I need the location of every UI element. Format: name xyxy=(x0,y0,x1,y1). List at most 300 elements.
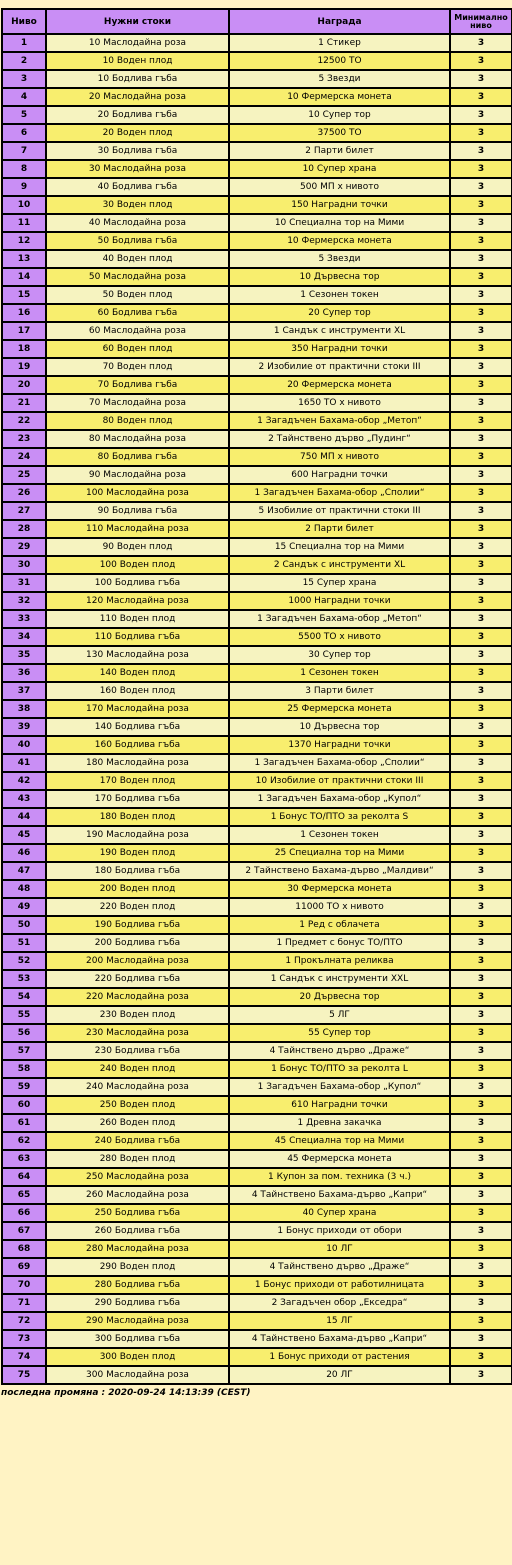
table-row xyxy=(2,826,512,844)
reward-cell: 350 Наградни точки xyxy=(229,340,450,358)
level-cell: 66 xyxy=(2,1204,46,1222)
goods-cell: 50 Маслодайна роза xyxy=(46,268,229,286)
table-row xyxy=(2,772,512,790)
min-level-cell: 3 xyxy=(450,1294,512,1312)
table-row xyxy=(2,628,512,646)
level-cell: 38 xyxy=(2,700,46,718)
min-level-cell: 3 xyxy=(450,1078,512,1096)
reward-cell: 1 Купон за пом. техника (3 ч.) xyxy=(229,1168,450,1186)
table-row xyxy=(2,520,512,538)
reward-cell: 5 Звезди xyxy=(229,250,450,268)
goods-cell: 300 Воден плод xyxy=(46,1348,229,1366)
table-row xyxy=(2,178,512,196)
reward-cell: 4 Тайнствено Бахама-дърво „Капри“ xyxy=(229,1330,450,1348)
min-level-cell: 3 xyxy=(450,70,512,88)
goods-cell: 230 Маслодайна роза xyxy=(46,1024,229,1042)
reward-cell: 15 Супер храна xyxy=(229,574,450,592)
level-cell: 6 xyxy=(2,124,46,142)
level-cell: 40 xyxy=(2,736,46,754)
min-level-cell: 3 xyxy=(450,1366,512,1384)
goods-cell: 40 Воден плод xyxy=(46,250,229,268)
level-cell: 22 xyxy=(2,412,46,430)
level-cell: 59 xyxy=(2,1078,46,1096)
min-level-cell: 3 xyxy=(450,394,512,412)
table-row xyxy=(2,898,512,916)
table-row xyxy=(2,754,512,772)
reward-cell: 1 Древна закачка xyxy=(229,1114,450,1132)
reward-cell: 1 Сезонен токен xyxy=(229,664,450,682)
table-row xyxy=(2,286,512,304)
goods-cell: 20 Маслодайна роза xyxy=(46,88,229,106)
goods-cell: 40 Бодлива гъба xyxy=(46,178,229,196)
level-cell: 15 xyxy=(2,286,46,304)
goods-cell: 190 Маслодайна роза xyxy=(46,826,229,844)
table-row xyxy=(2,970,512,988)
level-cell: 67 xyxy=(2,1222,46,1240)
min-level-cell: 3 xyxy=(450,268,512,286)
goods-cell: 290 Маслодайна роза xyxy=(46,1312,229,1330)
reward-cell: 2 Загадъчен обор „Екседра“ xyxy=(229,1294,450,1312)
table-body xyxy=(2,34,512,1384)
level-cell: 62 xyxy=(2,1132,46,1150)
table-row xyxy=(2,934,512,952)
min-level-cell: 3 xyxy=(450,1348,512,1366)
min-level-cell: 3 xyxy=(450,502,512,520)
level-cell: 1 xyxy=(2,34,46,52)
table-row xyxy=(2,1186,512,1204)
table-row xyxy=(2,376,512,394)
table-row xyxy=(2,1024,512,1042)
level-cell: 44 xyxy=(2,808,46,826)
table-row xyxy=(2,1330,512,1348)
goods-cell: 60 Бодлива гъба xyxy=(46,304,229,322)
header-level: Ниво xyxy=(2,9,46,34)
reward-cell: 20 Фермерска монета xyxy=(229,376,450,394)
reward-cell: 2 Парти билет xyxy=(229,142,450,160)
reward-cell: 1 Сандък с инструменти XXL xyxy=(229,970,450,988)
table-row xyxy=(2,1294,512,1312)
min-level-cell: 3 xyxy=(450,1060,512,1078)
level-cell: 60 xyxy=(2,1096,46,1114)
reward-cell: 3 Парти билет xyxy=(229,682,450,700)
table-row xyxy=(2,1096,512,1114)
table-row xyxy=(2,1258,512,1276)
min-level-cell: 3 xyxy=(450,88,512,106)
reward-cell: 4 Тайнствено дърво „Драже“ xyxy=(229,1042,450,1060)
header-goods: Нужни стоки xyxy=(46,9,229,34)
min-level-cell: 3 xyxy=(450,772,512,790)
table-row xyxy=(2,358,512,376)
level-cell: 53 xyxy=(2,970,46,988)
goods-cell: 230 Бодлива гъба xyxy=(46,1042,229,1060)
level-cell: 16 xyxy=(2,304,46,322)
table-row xyxy=(2,916,512,934)
goods-cell: 280 Бодлива гъба xyxy=(46,1276,229,1294)
goods-cell: 200 Бодлива гъба xyxy=(46,934,229,952)
table-row xyxy=(2,1276,512,1294)
min-level-cell: 3 xyxy=(450,520,512,538)
level-cell: 43 xyxy=(2,790,46,808)
goods-cell: 260 Бодлива гъба xyxy=(46,1222,229,1240)
min-level-cell: 3 xyxy=(450,628,512,646)
level-cell: 46 xyxy=(2,844,46,862)
table-row xyxy=(2,484,512,502)
table-row xyxy=(2,574,512,592)
table-row xyxy=(2,862,512,880)
goods-cell: 180 Бодлива гъба xyxy=(46,862,229,880)
level-cell: 61 xyxy=(2,1114,46,1132)
reward-cell: 4 Тайнствено Бахама-дърво „Капри“ xyxy=(229,1186,450,1204)
goods-cell: 240 Маслодайна роза xyxy=(46,1078,229,1096)
level-cell: 54 xyxy=(2,988,46,1006)
level-cell: 14 xyxy=(2,268,46,286)
table-row xyxy=(2,1078,512,1096)
table-row xyxy=(2,466,512,484)
reward-cell: 750 МП x нивото xyxy=(229,448,450,466)
goods-cell: 70 Бодлива гъба xyxy=(46,376,229,394)
goods-cell: 20 Бодлива гъба xyxy=(46,106,229,124)
level-cell: 48 xyxy=(2,880,46,898)
table-row xyxy=(2,448,512,466)
min-level-cell: 3 xyxy=(450,214,512,232)
level-cell: 12 xyxy=(2,232,46,250)
min-level-cell: 3 xyxy=(450,1168,512,1186)
min-level-cell: 3 xyxy=(450,1186,512,1204)
min-level-cell: 3 xyxy=(450,1096,512,1114)
goods-cell: 260 Маслодайна роза xyxy=(46,1186,229,1204)
min-level-cell: 3 xyxy=(450,466,512,484)
reward-cell: 1 Бонус приходи от обори xyxy=(229,1222,450,1240)
reward-cell: 1370 Наградни точки xyxy=(229,736,450,754)
table-row xyxy=(2,412,512,430)
goods-cell: 160 Воден плод xyxy=(46,682,229,700)
min-level-cell: 3 xyxy=(450,106,512,124)
reward-cell: 30 Супер тор xyxy=(229,646,450,664)
min-level-cell: 3 xyxy=(450,448,512,466)
level-cell: 58 xyxy=(2,1060,46,1078)
table-row xyxy=(2,880,512,898)
table-row xyxy=(2,322,512,340)
table-row xyxy=(2,1006,512,1024)
min-level-cell: 3 xyxy=(450,844,512,862)
level-cell: 51 xyxy=(2,934,46,952)
level-cell: 73 xyxy=(2,1330,46,1348)
goods-cell: 140 Бодлива гъба xyxy=(46,718,229,736)
min-level-cell: 3 xyxy=(450,862,512,880)
reward-cell: 10 Супер тор xyxy=(229,106,450,124)
min-level-cell: 3 xyxy=(450,808,512,826)
reward-cell: 10 Дървесна тор xyxy=(229,718,450,736)
table-row xyxy=(2,232,512,250)
min-level-cell: 3 xyxy=(450,736,512,754)
table-row xyxy=(2,1366,512,1384)
level-cell: 31 xyxy=(2,574,46,592)
min-level-cell: 3 xyxy=(450,700,512,718)
reward-cell: 1 Загадъчен Бахама-обор „Сполии“ xyxy=(229,484,450,502)
goods-cell: 200 Воден плод xyxy=(46,880,229,898)
goods-cell: 130 Маслодайна роза xyxy=(46,646,229,664)
level-cell: 75 xyxy=(2,1366,46,1384)
level-cell: 71 xyxy=(2,1294,46,1312)
reward-cell: 1 Бонус ТО/ПТО за реколта L xyxy=(229,1060,450,1078)
reward-cell: 4 Тайнствено дърво „Драже“ xyxy=(229,1258,450,1276)
min-level-cell: 3 xyxy=(450,52,512,70)
goods-cell: 100 Воден плод xyxy=(46,556,229,574)
table-row xyxy=(2,70,512,88)
reward-cell: 10 Фермерска монета xyxy=(229,88,450,106)
table-row xyxy=(2,268,512,286)
min-level-cell: 3 xyxy=(450,754,512,772)
level-cell: 27 xyxy=(2,502,46,520)
goods-cell: 190 Бодлива гъба xyxy=(46,916,229,934)
goods-cell: 90 Бодлива гъба xyxy=(46,502,229,520)
level-cell: 41 xyxy=(2,754,46,772)
reward-cell: 1 Бонус ТО/ПТО за реколта S xyxy=(229,808,450,826)
level-cell: 49 xyxy=(2,898,46,916)
min-level-cell: 3 xyxy=(450,376,512,394)
table-row xyxy=(2,1042,512,1060)
min-level-cell: 3 xyxy=(450,1132,512,1150)
goods-cell: 40 Маслодайна роза xyxy=(46,214,229,232)
goods-cell: 240 Воден плод xyxy=(46,1060,229,1078)
min-level-cell: 3 xyxy=(450,934,512,952)
reward-cell: 1 Прокълната реликва xyxy=(229,952,450,970)
table-row xyxy=(2,1150,512,1168)
reward-cell: 20 ЛГ xyxy=(229,1366,450,1384)
table-row xyxy=(2,538,512,556)
level-cell: 2 xyxy=(2,52,46,70)
reward-cell: 45 Специална тор на Мими xyxy=(229,1132,450,1150)
goods-cell: 220 Маслодайна роза xyxy=(46,988,229,1006)
table-row xyxy=(2,196,512,214)
table-row xyxy=(2,646,512,664)
level-cell: 52 xyxy=(2,952,46,970)
level-cell: 23 xyxy=(2,430,46,448)
goods-cell: 140 Воден плод xyxy=(46,664,229,682)
table-row xyxy=(2,1240,512,1258)
goods-cell: 70 Маслодайна роза xyxy=(46,394,229,412)
min-level-cell: 3 xyxy=(450,1150,512,1168)
level-cell: 50 xyxy=(2,916,46,934)
reward-cell: 1 Загадъчен Бахама-обор „Сполии“ xyxy=(229,754,450,772)
goods-cell: 60 Маслодайна роза xyxy=(46,322,229,340)
min-level-cell: 3 xyxy=(450,430,512,448)
min-level-cell: 3 xyxy=(450,358,512,376)
min-level-cell: 3 xyxy=(450,322,512,340)
min-level-cell: 3 xyxy=(450,178,512,196)
goods-cell: 20 Воден плод xyxy=(46,124,229,142)
reward-cell: 2 Тайнствено дърво „Пудинг“ xyxy=(229,430,450,448)
level-cell: 32 xyxy=(2,592,46,610)
table-row xyxy=(2,1060,512,1078)
level-cell: 36 xyxy=(2,664,46,682)
reward-cell: 15 Специална тор на Мими xyxy=(229,538,450,556)
min-level-cell: 3 xyxy=(450,988,512,1006)
reward-cell: 2 Тайнствено Бахама-дърво „Малдиви“ xyxy=(229,862,450,880)
min-level-cell: 3 xyxy=(450,1042,512,1060)
table-row xyxy=(2,736,512,754)
min-level-cell: 3 xyxy=(450,304,512,322)
min-level-cell: 3 xyxy=(450,1276,512,1294)
reward-cell: 55 Супер тор xyxy=(229,1024,450,1042)
goods-cell: 250 Маслодайна роза xyxy=(46,1168,229,1186)
table-header-row xyxy=(2,9,512,34)
goods-cell: 80 Маслодайна роза xyxy=(46,430,229,448)
level-cell: 17 xyxy=(2,322,46,340)
level-cell: 64 xyxy=(2,1168,46,1186)
reward-cell: 150 Наградни точки xyxy=(229,196,450,214)
levels-table xyxy=(1,8,512,1385)
reward-cell: 5 ЛГ xyxy=(229,1006,450,1024)
goods-cell: 250 Бодлива гъба xyxy=(46,1204,229,1222)
level-cell: 21 xyxy=(2,394,46,412)
reward-cell: 2 Парти билет xyxy=(229,520,450,538)
table-row xyxy=(2,1168,512,1186)
level-cell: 25 xyxy=(2,466,46,484)
table-row xyxy=(2,718,512,736)
min-level-cell: 3 xyxy=(450,124,512,142)
goods-cell: 10 Воден плод xyxy=(46,52,229,70)
level-cell: 9 xyxy=(2,178,46,196)
table-row xyxy=(2,142,512,160)
table-row xyxy=(2,808,512,826)
min-level-cell: 3 xyxy=(450,412,512,430)
reward-cell: 10 ЛГ xyxy=(229,1240,450,1258)
reward-cell: 1 Загадъчен Бахама-обор „Купол“ xyxy=(229,790,450,808)
min-level-cell: 3 xyxy=(450,574,512,592)
table-row xyxy=(2,1204,512,1222)
header-reward: Награда xyxy=(229,9,450,34)
table-row xyxy=(2,1222,512,1240)
goods-cell: 170 Воден плод xyxy=(46,772,229,790)
table-row xyxy=(2,952,512,970)
level-cell: 11 xyxy=(2,214,46,232)
table-row xyxy=(2,592,512,610)
min-level-cell: 3 xyxy=(450,1222,512,1240)
goods-cell: 190 Воден плод xyxy=(46,844,229,862)
table-row xyxy=(2,610,512,628)
reward-cell: 1 Загадъчен Бахама-обор „Метоп“ xyxy=(229,610,450,628)
level-cell: 24 xyxy=(2,448,46,466)
level-cell: 37 xyxy=(2,682,46,700)
min-level-cell: 3 xyxy=(450,970,512,988)
level-cell: 30 xyxy=(2,556,46,574)
min-level-cell: 3 xyxy=(450,898,512,916)
level-cell: 3 xyxy=(2,70,46,88)
min-level-cell: 3 xyxy=(450,592,512,610)
goods-cell: 30 Воден плод xyxy=(46,196,229,214)
table-row xyxy=(2,52,512,70)
table-row xyxy=(2,394,512,412)
min-level-cell: 3 xyxy=(450,538,512,556)
goods-cell: 180 Маслодайна роза xyxy=(46,754,229,772)
goods-cell: 50 Воден плод xyxy=(46,286,229,304)
level-cell: 56 xyxy=(2,1024,46,1042)
reward-cell: 1000 Наградни точки xyxy=(229,592,450,610)
table-row xyxy=(2,214,512,232)
level-cell: 13 xyxy=(2,250,46,268)
reward-cell: 11000 ТО x нивото xyxy=(229,898,450,916)
table-row xyxy=(2,88,512,106)
min-level-cell: 3 xyxy=(450,610,512,628)
goods-cell: 290 Бодлива гъба xyxy=(46,1294,229,1312)
level-cell: 29 xyxy=(2,538,46,556)
table-row xyxy=(2,160,512,178)
min-level-cell: 3 xyxy=(450,1006,512,1024)
reward-cell: 500 МП x нивото xyxy=(229,178,450,196)
goods-cell: 220 Воден плод xyxy=(46,898,229,916)
goods-cell: 30 Бодлива гъба xyxy=(46,142,229,160)
table-row xyxy=(2,430,512,448)
min-level-cell: 3 xyxy=(450,1330,512,1348)
min-level-cell: 3 xyxy=(450,286,512,304)
reward-cell: 45 Фермерска монета xyxy=(229,1150,450,1168)
table-row xyxy=(2,124,512,142)
goods-cell: 280 Воден плод xyxy=(46,1150,229,1168)
level-cell: 72 xyxy=(2,1312,46,1330)
level-cell: 34 xyxy=(2,628,46,646)
table-row xyxy=(2,34,512,52)
table-row xyxy=(2,502,512,520)
goods-cell: 290 Воден плод xyxy=(46,1258,229,1276)
level-cell: 5 xyxy=(2,106,46,124)
level-cell: 33 xyxy=(2,610,46,628)
min-level-cell: 3 xyxy=(450,484,512,502)
reward-cell: 1650 ТО x нивото xyxy=(229,394,450,412)
level-cell: 39 xyxy=(2,718,46,736)
reward-cell: 40 Супер храна xyxy=(229,1204,450,1222)
level-cell: 26 xyxy=(2,484,46,502)
min-level-cell: 3 xyxy=(450,1240,512,1258)
reward-cell: 12500 ТО xyxy=(229,52,450,70)
goods-cell: 170 Бодлива гъба xyxy=(46,790,229,808)
min-level-cell: 3 xyxy=(450,142,512,160)
reward-cell: 37500 ТО xyxy=(229,124,450,142)
level-cell: 63 xyxy=(2,1150,46,1168)
min-level-cell: 3 xyxy=(450,340,512,358)
goods-cell: 240 Бодлива гъба xyxy=(46,1132,229,1150)
goods-cell: 100 Бодлива гъба xyxy=(46,574,229,592)
reward-cell: 1 Ред с облачета xyxy=(229,916,450,934)
reward-cell: 25 Фермерска монета xyxy=(229,700,450,718)
min-level-cell: 3 xyxy=(450,556,512,574)
reward-cell: 10 Специална тор на Мими xyxy=(229,214,450,232)
min-level-cell: 3 xyxy=(450,250,512,268)
table-row xyxy=(2,304,512,322)
last-modified-note: последна промяна : 2020-09-24 14:13:39 (CEST) xyxy=(1,1388,251,1398)
reward-cell: 1 Сандък с инструменти XL xyxy=(229,322,450,340)
goods-cell: 60 Воден плод xyxy=(46,340,229,358)
reward-cell: 610 Наградни точки xyxy=(229,1096,450,1114)
min-level-cell: 3 xyxy=(450,790,512,808)
table-row xyxy=(2,682,512,700)
table-row xyxy=(2,340,512,358)
goods-cell: 250 Воден плод xyxy=(46,1096,229,1114)
goods-cell: 90 Воден плод xyxy=(46,538,229,556)
min-level-cell: 3 xyxy=(450,916,512,934)
min-level-cell: 3 xyxy=(450,826,512,844)
level-cell: 28 xyxy=(2,520,46,538)
level-cell: 20 xyxy=(2,376,46,394)
goods-cell: 220 Бодлива гъба xyxy=(46,970,229,988)
min-level-cell: 3 xyxy=(450,682,512,700)
level-cell: 74 xyxy=(2,1348,46,1366)
goods-cell: 230 Воден плод xyxy=(46,1006,229,1024)
min-level-cell: 3 xyxy=(450,880,512,898)
reward-cell: 1 Предмет с бонус ТО/ПТО xyxy=(229,934,450,952)
reward-cell: 10 Супер храна xyxy=(229,160,450,178)
min-level-cell: 3 xyxy=(450,952,512,970)
